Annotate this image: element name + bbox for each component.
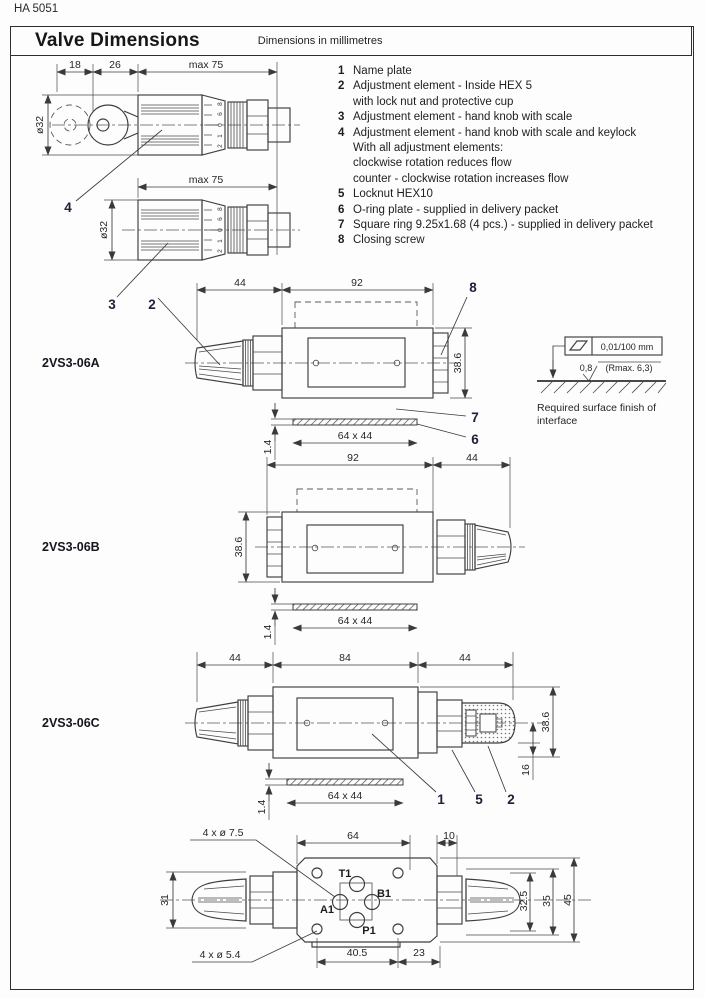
dim-1-4: 1.4 (256, 799, 268, 815)
dim-23: 23 (413, 947, 425, 959)
legend-item-number: 3 (338, 111, 345, 124)
legend-item (338, 218, 692, 233)
legend-item-text: O-ring plate - supplied in delivery packet (353, 203, 559, 216)
legend-item-text: Adjustment element - Inside HEX 5 with lock nut and protective cup (353, 80, 532, 108)
dim-max75: max 75 (188, 174, 224, 186)
legend-item-number: 7 (338, 219, 345, 232)
dim-16: 16 (520, 764, 532, 776)
dim-44: 44 (466, 452, 478, 464)
legend-item-text: Locknut HEX10 (353, 188, 433, 201)
legend-item-text: Closing screw (353, 234, 425, 247)
dim-64: 64 (347, 830, 359, 842)
legend-item-number: 5 (338, 188, 345, 201)
dim-38-6: 38.6 (540, 711, 552, 733)
callout-2: 2 (148, 297, 156, 312)
dial-number: 0 (217, 228, 224, 232)
drawing-knob-scale (98, 174, 300, 312)
legend-item-text: Adjustment element - hand knob with scale and keylock With all adjustment elements: clockwise rotation reduces flow counter - clockwise rotation increases flow (353, 126, 637, 185)
dial-number: 2 (217, 249, 224, 253)
dial-number: 1 (217, 239, 224, 243)
dim-92: 92 (347, 452, 359, 464)
dial-number: 8 (217, 102, 224, 106)
doc-code: HA 5051 (14, 3, 59, 15)
rmax-value: (Rmax. 6,3) (605, 363, 653, 373)
surface-caption-line2: interface (537, 415, 578, 427)
flatness-value: 0,01/100 mm (600, 342, 654, 352)
dim-holes-5-4: 4 x ø 5.4 (199, 949, 241, 961)
drawing-top-view (159, 827, 592, 968)
drawing-valve-06B (42, 452, 525, 645)
dim-38-6: 38.6 (233, 536, 245, 558)
dial-number: 8 (217, 207, 224, 211)
dim-44: 44 (234, 277, 246, 289)
legend-item-number: 2 (338, 80, 345, 93)
callout-4: 4 (64, 200, 72, 215)
legend-item-number: 6 (338, 203, 345, 216)
callout-5: 5 (475, 792, 483, 807)
dim-max75: max 75 (188, 59, 224, 71)
surface-caption-line1: Required surface finish of (537, 402, 657, 414)
legend-item-number: 8 (338, 234, 345, 247)
callout-7: 7 (471, 410, 479, 425)
legend-item (338, 203, 692, 218)
page-subtitle: Dimensions in millimetres (257, 35, 383, 47)
dim-26: 26 (109, 59, 121, 71)
dim-18: 18 (69, 59, 81, 71)
callout-1: 1 (437, 792, 445, 807)
port-label-T1: T1 (338, 868, 352, 880)
legend-item-number: 1 (338, 65, 345, 77)
dim-32-5: 32.5 (518, 890, 530, 912)
dim-44-right: 44 (459, 652, 471, 664)
legend-item-number: 4 (338, 126, 345, 139)
dim-35: 35 (541, 895, 553, 907)
dim-84: 84 (339, 652, 351, 664)
dim-dia32: ø32 (34, 115, 46, 135)
callout-8: 8 (469, 280, 477, 295)
valve-label-06A: 2VS3-06A (42, 356, 100, 370)
callout-3: 3 (108, 297, 116, 312)
dial-number: 2 (217, 144, 224, 148)
callout-6: 6 (471, 432, 479, 447)
dim-38-6: 38.6 (452, 352, 464, 374)
dim-holes-7-5: 4 x ø 7.5 (202, 827, 244, 839)
dim-64x44: 64 x 44 (327, 790, 363, 802)
dim-64x44: 64 x 44 (337, 615, 373, 627)
legend-item-text: Adjustment element - hand knob with scale (353, 111, 573, 124)
dim-40-5: 40.5 (346, 947, 368, 959)
surface-finish-detail (537, 337, 666, 427)
callout-2: 2 (507, 792, 515, 807)
legend-item-text: Square ring 9.25x1.68 (4 pcs.) - supplied in delivery packet (353, 219, 653, 232)
drawing-valve-06C (42, 652, 560, 820)
legend-item (338, 233, 692, 248)
port-label-B1: B1 (376, 888, 392, 900)
dim-dia32: ø32 (98, 220, 110, 240)
dim-10: 10 (443, 830, 455, 842)
dim-1-4: 1.4 (262, 439, 274, 455)
drawing-knob-keylock (34, 59, 300, 255)
dim-92: 92 (351, 277, 363, 289)
dim-45: 45 (562, 894, 574, 906)
page-title: Valve Dimensions (35, 30, 200, 51)
legend-item (338, 187, 692, 202)
legend-item-text: Name plate (353, 65, 412, 77)
legend-item (338, 126, 692, 188)
legend-item (338, 64, 692, 79)
dim-31: 31 (159, 894, 171, 906)
port-label-A1: A1 (319, 904, 335, 916)
valve-label-06C: 2VS3-06C (42, 716, 100, 730)
dial-number: 1 (217, 134, 224, 138)
dial-number: 6 (217, 217, 224, 221)
dim-44-left: 44 (229, 652, 241, 664)
dial-number: 6 (217, 112, 224, 116)
legend-item (338, 110, 692, 125)
dim-1-4: 1.4 (262, 624, 274, 640)
dim-64x44: 64 x 44 (337, 430, 373, 442)
legend-item (338, 79, 692, 110)
valve-label-06B: 2VS3-06B (42, 540, 100, 554)
port-label-P1: P1 (362, 925, 376, 937)
roughness-value: 0,8 (579, 363, 593, 373)
legend (338, 64, 692, 249)
dial-number: 0 (217, 123, 224, 127)
